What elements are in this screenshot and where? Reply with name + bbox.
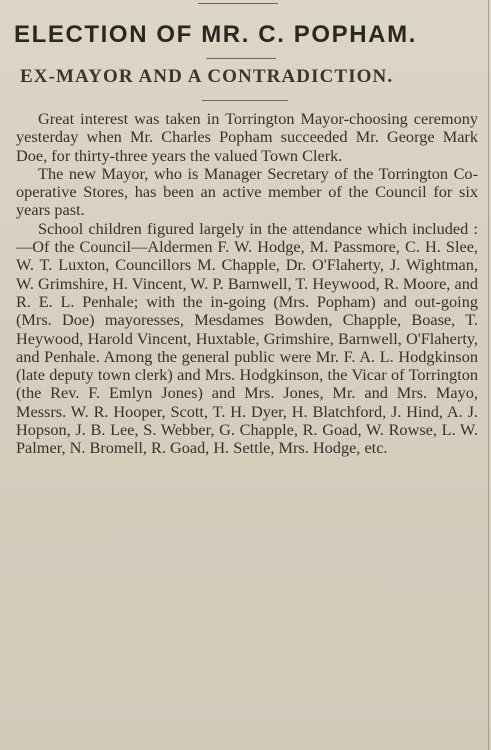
top-rule — [198, 3, 278, 4]
article-body — [16, 110, 478, 458]
paragraph-new-mayor: The new Mayor, who is Manager Secretary of the Torrington Co-operative Stores, has been an active member of the Council for six years past. — [16, 163, 478, 220]
subheadline-divider — [202, 100, 288, 101]
paragraph-intro: Great interest was taken in Torrington Mayor-choosing ceremony yesterday when Mr. Charles Popham succeeded Mr. George Mark Doe, for thirty-three years the valued Town Clerk. — [16, 109, 478, 165]
column-edge — [488, 0, 489, 750]
paragraph-attendance: School children figured largely in the attendance which included :—Of the Council—Aldermen F. W. Hodge, M. Passmore, C. H. Slee, W. T. Luxton, Councillors M. Chapple, Dr. O'Flaherty, J. Wightman, W. Grimshire, H. Vincent, W. P. Barnwell, T. Heywood, R. Moore, and R. E. L. Penhale; with the in-going (Mrs. Popham) and out-going (Mrs. Doe) mayoresses, Mesdames Bowden, Chapple, Boase, T. Heywood, Harold Vincent, Huxtable, Grimshire, Barnwell, O'Flaherty, and Penhale. Among the general public were Mr. F. A. L. Hodgkinson (late deputy town clerk) and Mrs. Hodgkinson, the Vicar of Torrington (the Rev. F. Emlyn Jones) and Mrs. Jones, Mr. and Mrs. Mayo, Messrs. W. R. Hooper, Scott, T. H. Dyer, H. Blatchford, J. Hind, A. J. Hopson, J. B. Lee, S. Webber, G. Chapple, R. Goad, W. Rowse, L. W. Palmer, N. Bromell, R. Goad, H. Settle, Mrs. Hodge, etc. — [16, 218, 478, 458]
headline-divider — [206, 58, 276, 59]
headline: ELECTION OF MR. C. POPHAM. — [14, 21, 417, 48]
subheadline: EX-MAYOR AND A CONTRADICTION. — [20, 66, 394, 87]
